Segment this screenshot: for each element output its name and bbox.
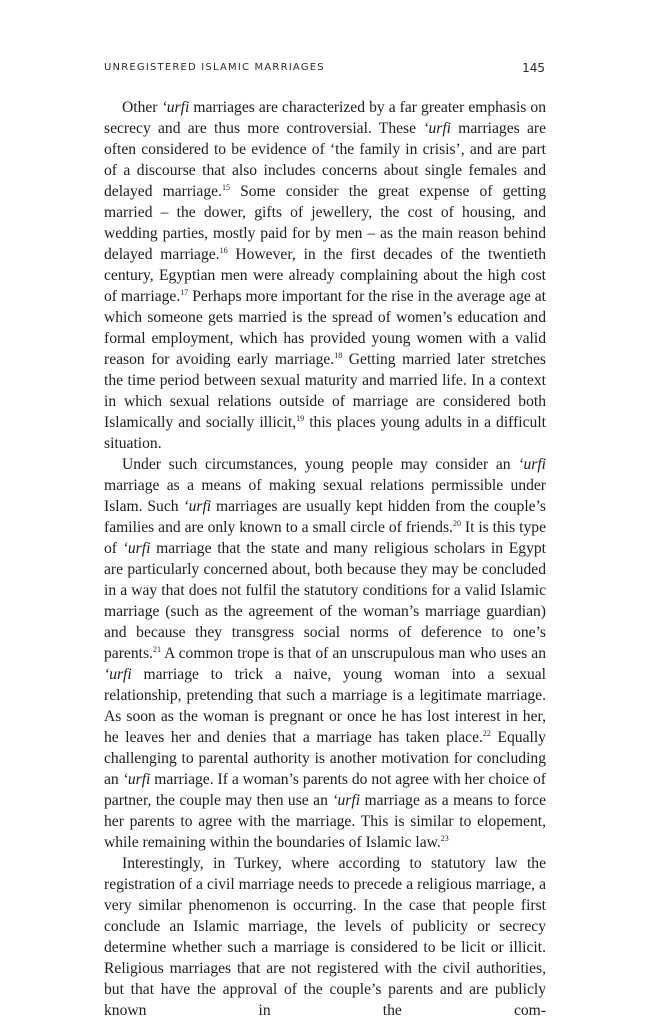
page-number: 145 — [522, 61, 545, 75]
italic-term: ‘urfi — [332, 792, 361, 809]
footnote-marker: 18 — [334, 350, 343, 360]
italic-term: ‘urfi — [423, 120, 451, 137]
italic-term: ‘urfi — [104, 666, 132, 683]
footnote-marker: 23 — [440, 833, 449, 843]
paragraph-3: Interestingly, in Turkey, where according to statutory law the registration of a civil marriage needs to precede a religious marriage, a very similar phenomenon is occurring. In the case that people first conclude an Islamic marriage, the levels of publicity or secrecy determine whether such a marriage is considered to be licit or illicit. Religious marriages that are not registered with the civil authorities, but that have the approval of the couple’s parents and are publicly known in the com- — [104, 855, 546, 1019]
footnote-marker: 21 — [152, 644, 161, 654]
footnote-marker: 17 — [180, 287, 189, 297]
italic-term: ‘urfi — [161, 99, 190, 116]
footnote-marker: 20 — [452, 518, 461, 528]
italic-term: ‘urfi — [183, 498, 212, 515]
running-title: UNREGISTERED ISLAMIC MARRIAGES — [104, 62, 325, 73]
footnote-marker: 19 — [296, 413, 305, 423]
running-header — [104, 62, 545, 78]
paragraph-1: Other ‘urfi marriages are characterized by a far greater emphasis on secrecy and are thus more controversial. These ‘urfi marriages are often considered to be evidence of ‘the family in crisis’, and are part of a discourse that also includes concerns about single females and delayed marriage.$^{15}$ Some consider the great expense of getting married – the dower, gifts of jewellery, the cost of housing, and wedding parties, mostly paid for by men – as the main reason behind delayed marriage.$^{16}$ However, in the first decades of the twentieth century, Egyptian men were already complaining about the high cost of marriage.$^{17}$ Perhaps more important for the rise in the average age at which someone gets married is the spread of women’s education and formal employment, which has provided young women with a valid reason for avoiding early marriage.$^{18}$ Getting married later stretches the time period between sexual maturity and married life. In a context in which sexual relations outside of marriage are considered both Islamically and socially illicit,$^{19}$ this places young adults in a difficult situation. — [104, 99, 547, 452]
italic-term: ‘urfi — [122, 540, 151, 557]
body-text — [104, 97, 546, 1021]
footnote-marker: 16 — [219, 245, 228, 255]
italic-term: ‘urfi — [122, 771, 151, 788]
italic-term: ‘urfi — [518, 456, 546, 473]
footnote-marker: 15 — [221, 182, 230, 192]
footnote-marker: 22 — [482, 728, 491, 738]
paragraph-2: Under such circumstances, young people may consider an ‘urfi marriage as a means of making sexual relations permissible under Islam. Such ‘urfi marriages are usually kept hidden from the couple’s families and are only known to a small circle of friends.$^{20}$ It is this type of ‘urfi marriage that the state and many religious scholars in Egypt are particularly concerned about, both because they may be concluded in a way that does not fulfil the statutory conditions for a valid Islamic marriage (such as the agreement of the woman’s marriage guardian) and because they transgress social norms of deference to one’s parents.$^{21}$ A common trope is that of an unscrupulous man who uses an ‘urfi marriage to trick a naive, young woman into a sexual relationship, pretending that such a marriage is a legitimate marriage. As soon as the woman is pregnant or once he has lost interest in her, he leaves her and denies that a marriage has taken place.$^{22}$ Equally challenging to parental authority is another motivation for concluding an ‘urfi marriage. If a woman’s parents do not agree with her choice of partner, the couple may then use an ‘urfi marriage as a means to force her parents to agree with the marriage. This is similar to elopement, while remaining within the boundaries of Islamic law.$^{23}$ — [104, 456, 546, 851]
